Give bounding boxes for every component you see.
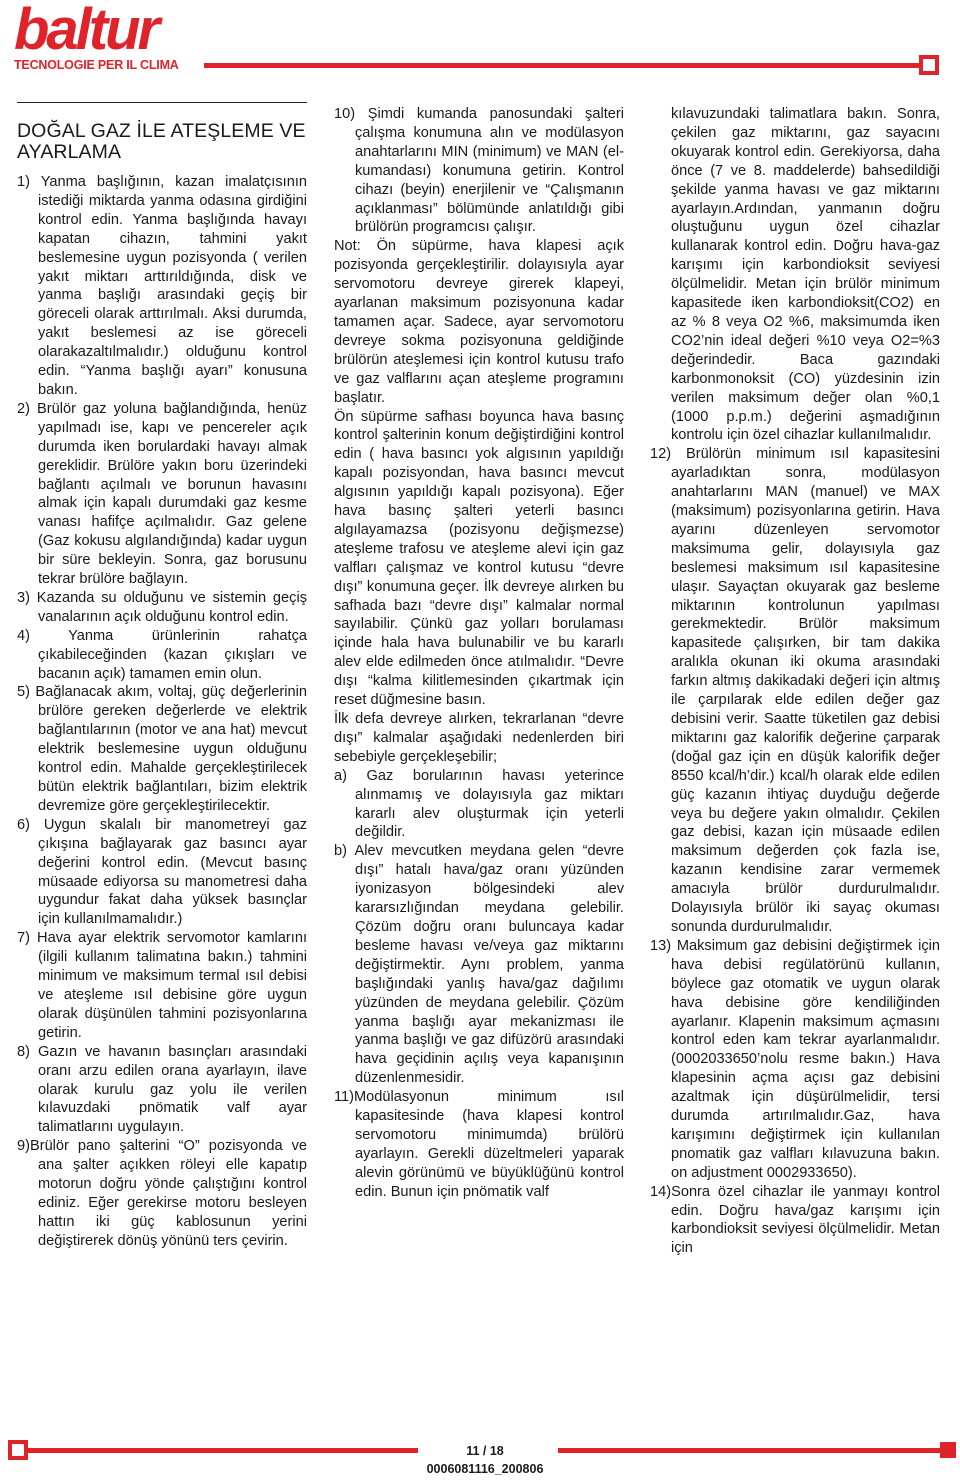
note-paragraph: Not: Ön süpürme, hava klapesi açık pozisyonda gerçekleştirilir. dolayısıyla ayar servomotoru devreye girerek klapeyi, ayarlanan maksimum pozisyonuna kadar tamamen açar. Sadece, ayar servomotoru devreye sokma pozisyonuna geldiğinde brülörün ateşlemesi için kontrol kutusu trafo ve gaz valflarını açan ateşleme programını başlatır.: [334, 238, 624, 406]
footer-rule: [558, 1448, 944, 1453]
corner-square-icon: [8, 1440, 28, 1460]
logo-wordmark: baltur: [14, 0, 158, 62]
paragraph: 6) Uygun skalalı bir manometreyi gaz çıkışına bağlayarak gaz basıncı ayar değerini kontrol edin. (Mevcut basınç müsaade ediyorsa su manometresi daha uygundur fakat daha yüksek basınçlar için kullanılmamalıdır.): [17, 816, 307, 928]
logo-tagline: TECNOLOGIE PER IL CLIMA: [14, 58, 179, 72]
section-title: DOĞAL GAZ İLE ATEŞLEME VE AYARLAMA: [17, 120, 306, 163]
paragraph: 1) Yanma başlığının, kazan imalatçısının istediği miktarda yanma odasına girdiğini kontrol edin. Yanma başlığında havayı kapatan cihazın, tahmini yakıt beslemesine uygun pozisyonda ( verilen yakıt miktarı arttırıldığında, disk ve yanma başlığı arasındaki geçiş bir göreceli olarak arttırılmalı. Aksi durumda, yakıt beslemesi az ise göreceli olarakazaltılmalıdır.) olduğunu kontrol edin. “Yanma başlığı ayarı” konusuna bakın.: [17, 174, 307, 398]
column-right: [650, 105, 940, 1258]
column-left: [17, 102, 307, 1251]
paragraph: 14)Sonra özel cihazlar ile yanmayı kontrol edin. Doğru hava/gaz karışımı için karbondioksit seviyesi ölçülmelidir. Metan için: [650, 1183, 940, 1257]
paragraph: 9)Brülör pano şalterini “O” pozisyonda ve ana şalter açıkken röleyi elle kapatıp motorun doğru yönde çalıştığını kontrol ediniz. Eğer gerekirse motoru besleyen hattın iki güç kablosunun yerini değiştirerek dönüş yönünü ters çevirin.: [17, 1138, 307, 1249]
list-item: b) Alev mevcutken meydana gelen “devre dışı” hatalı hava/gaz oranı yüzünden iyonizasyon bölgesindeki alev kararsızlığından meydana gelebilir. Çözüm doğru oranı buluncaya kadar besleme havası ve/veya gaz miktarını değiştirmektir. Aynı problem, yanma başlığındaki yanlış hava/gaz dağılımı yüzünden de meydana gelebilir. Çözüm yanma başlığı ayar mekanizması ile yanma başlığı ve gaz difüzörü arasındaki hava geçidinin açılış veya kapanışının düzenlenmesidir.: [334, 843, 624, 1087]
paragraph: 3) Kazanda su olduğunu ve sistemin geçiş vanalarının açık olduğunu kontrol edin.: [17, 589, 307, 625]
paragraph: kılavuzundaki talimatlara bakın. Sonra, çekilen gaz miktarını, gaz sayacını okuyarak kontrol edin. Gerekiyorsa, daha önce (7 ve 8. maddelerde) bahsedildiği şekilde yanma havası ve gaz miktarını ayarlayın.Ardından, yanmanın doğru oluştuğunu uygun özel cihazlar kullanarak kontrol edin. Doğru hava-gaz karışımı için karbondioksit seviyesi ölçülmelidir. Metan için brülör minimum kapasitede iken karbondioksit(CO2) en az % 8 veya O2 %6, maksimumda iken CO2’nin ideal değeri %10 veya O2=%3 değerindedir. Baca gazındaki karbonmonoksit (CO) yüzdesinin izin verilen maksimum değer olan %0,1 (1000 p.p.m.) değerini aşmadığının kontrolu için özel cihazlar kullanılmalıdır.: [671, 106, 940, 444]
paragraph: 12) Brülörün minimum ısıl kapasitesini ayarladıktan sonra, modülasyon anahtarlarını MAN (manuel) ve MAX (maksimum) pozisyonlarına getirin. Hava ayarını düzenleyen servomotor maksimuma gelir, dolayısıyla gaz beslemesi maksimum ısıl kapasitesine ulaşır. Sayaçtan okuyarak gaz besleme miktarının kontrolunun yapılması gerekmektedir. Brülör maksimum kapasitede çalışırken, bir tam dakika aralıkla okunan iki okuma arasındaki farkın altmış dakikadaki değeri için altmış ile çarpılarak elde edilen değer gaz debisini verir. Saatte tüketilen gaz debisi miktarını gaz kalorifik değerine çarparak (doğal gaz için en düşük kalorifik değer 8550 kcal/h’dir.) kcal/h olarak elde edilen güç kazanın ihtiyaç duyduğu değerde veya bu değere yakın olmalıdır. Çekilen gaz debisi, kazan için müsaade edilen maksimum değerden çok fazla ise, kazanın kendisine zarar vermemek amacıyla brülör durdurulmalıdır. Dolayısıyla brülör iki sayaç okuması sonunda durdurulmalıdır.: [650, 446, 940, 935]
paragraph: 5) Bağlanacak akım, voltaj, güç değerlerinin brülöre gereken değerlerde ve elektrik bağlantılarının (motor ve ana hat) mevcut elektrik beslemesine uygun olduğunu kontrol edin. Mahalde gerçekleştirilecek bütün elektrik bağlantıları, bizim elektrik devremize göre gerçekleştirilecektir.: [17, 684, 307, 814]
corner-square-icon: [919, 55, 939, 75]
paragraph: İlk defa devreye alırken, tekrarlanan “devre dışı” kalmalar aşağıdaki nedenlerden biri sebebiyle gerçekleşebilir;: [334, 711, 624, 765]
paragraph: 13) Maksimum gaz debisini değiştirmek için hava debisi regülatörünü kullanın, böylece gaz otomatik ve uygun olarak hava debisine göre kendiliğinden ayarlanır. Klapenin maksimum açmasını kontrol eden kam tekrar ayarlanmalıdır. (0002033650’nolu resme bakın.) Hava klapesinin açma açısı gaz debisini azaltmak için düşürülmelidir, tersi durumda artırılmalıdır.Gaz, hava karışımını değiştirmek için kullanılan pnomatik gaz valfları kılavuzuna bakın. on adjustment 0002933650).: [650, 937, 940, 1181]
page-number: 11 / 18: [466, 1444, 504, 1458]
column-middle: [334, 105, 624, 1202]
header-rule: [204, 63, 920, 68]
paragraph: 4) Yanma ürünlerinin rahatça çıkabileceğinden (kazan çıkışları ve bacanın açık) tamamen emin olun.: [17, 627, 307, 682]
paragraph: Ön süpürme safhası boyunca hava basınç kontrol şalterinin konum değiştirdiğini kontrol edin ( hava basıncı yok algısının yapıldığı kapalı pozisyondan, hava basıncı mevcut algısının yapıldığı kapalı pozisyona). Eğer hava basınç şalteri yeterli basıncı algılayamazsa (pozisyonu değişmezse) ateşleme trafosu ve ateşleme alevi için gaz valfları çalışmaz ve kontrol kutusu “devre dışı” konumuna geçer. İlk devreye alırken bu safhada bazı “devre dışı” kalmalar normal sayılabilir. Çünkü gaz yolları borulaması içinde hala hava bulunabilir ve bu kararlı alev elde edilmeden önce atılmalıdır. “Devre dışı “kalma kilitlemesinden çıkartmak için reset düğmesine basın.: [334, 408, 624, 709]
footer-rule: [28, 1448, 418, 1453]
paragraph: 7) Hava ayar elektrik servomotor kamlarını (ilgili kullanım talimatına bakın.) tahmini minimum ve maksimum termal ısıl debisi ve ateşleme ısıl debisine göre uygun olarak düşünülen tahmini pozisyonlarına getirin.: [17, 930, 307, 1041]
corner-square-icon: [940, 1442, 956, 1458]
brand-logo: [14, 0, 194, 72]
paragraph: 2) Brülör gaz yoluna bağlandığında, henüz yapılmadı ise, kapı ve pencereler açık durumda iken borulardaki havayı almak gereklidir. Brülöre yakın boru üzerindeki bağlantı açılmalı ve borunun havasını almak için kapalı durumdaki gaz kesme vanası hafifçe açılmalıdır. Gaz gelene (Gaz kokusu algılandığında) kadar uygun bir süre bekleyin. Sonra, gaz borusunu tekrar brülöre bağlayın.: [17, 400, 307, 588]
paragraph: 8) Gazın ve havanın basınçları arasındaki oranı arzu edilen orana ayarlayın, ilave olarak kurulu gaz yolu ile verilen kılavuzdaki pnömatik valf ayar talimatlarını uygulayın.: [17, 1043, 307, 1136]
paragraph: 11)Modülasyonun minimum ısıl kapasitesinde (hava klapesi kontrol servomotoru minimumda) brülörü ayarlayın. Gerekli düzeltmeleri yaparak alevin görünümü ve büyüklüğünü kontrol edin. Bunun için pnömatik valf: [334, 1089, 624, 1200]
paragraph: 10) Şimdi kumanda panosundaki şalteri çalışma konumuna alın ve modülasyon anahtarlarını MIN (minimum) ve MAN (el-kumandası) konumuna getirin. Kontrol cihazı (beyin) enerjilenir ve “Çalışmanın açıklanması” bölümünde anlatıldığı gibi brülörün programcısı çalışır.: [334, 106, 624, 236]
page-footer: [400, 1442, 570, 1478]
document-code: 0006081116_200806: [426, 1462, 544, 1476]
list-item: a) Gaz borularının havası yeterince alınmamış ve dolayısıyla gaz miktarı kararlı alev oluşturmak için yeterli değildir.: [334, 767, 624, 841]
